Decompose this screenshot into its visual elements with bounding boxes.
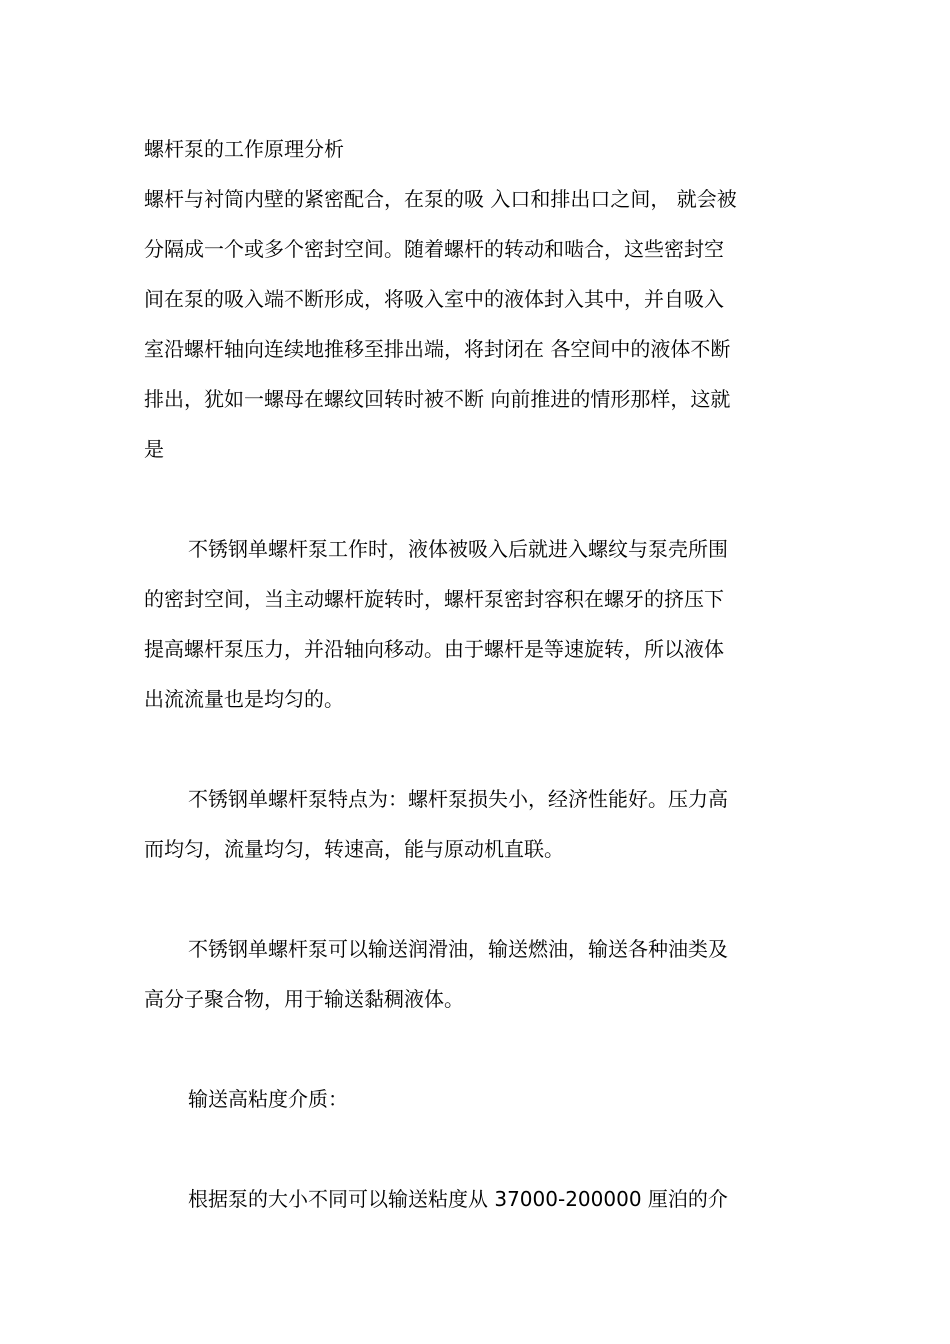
paragraph-line: 室沿螺杆轴向连续地推移至排出端，将封闭在 各空间中的液体不断 — [144, 337, 731, 361]
paragraph-line: 的密封空间，当主动螺杆旋转时，螺杆泵密封容积在螺牙的挤压下 — [144, 587, 724, 611]
paragraph-line: 根据泵的大小不同可以输送粘度从 37000-200000 厘泊的介 — [188, 1187, 728, 1211]
paragraph-line: 是 — [144, 437, 164, 461]
paragraph-line: 不锈钢单螺杆泵可以输送润滑油，输送燃油，输送各种油类及 — [188, 937, 728, 961]
paragraph-line: 不锈钢单螺杆泵工作时，液体被吸入后就进入螺纹与泵壳所围 — [188, 537, 728, 561]
paragraph-line: 间在泵的吸入端不断形成，将吸入室中的液体封入其中，并自吸入 — [144, 287, 724, 311]
paragraph-line: 而均匀，流量均匀，转速高，能与原动机直联。 — [144, 837, 564, 861]
paragraph-line: 提高螺杆泵压力，并沿轴向移动。由于螺杆是等速旋转，所以液体 — [144, 637, 724, 661]
paragraph-line: 输送高粘度介质： — [188, 1087, 348, 1111]
paragraph-line: 出流流量也是均匀的。 — [144, 687, 344, 711]
paragraph-line: 螺杆与衬筒内壁的紧密配合，在泵的吸 入口和排出口之间， 就会被 — [144, 187, 737, 211]
paragraph-line: 分隔成一个或多个密封空间。随着螺杆的转动和啮合，这些密封空 — [144, 237, 724, 261]
paragraph-line: 不锈钢单螺杆泵特点为：螺杆泵损失小，经济性能好。压力高 — [188, 787, 728, 811]
paragraph-line: 排出，犹如一螺母在螺纹回转时被不断 向前推进的情形那样，这就 — [144, 387, 731, 411]
document-title: 螺杆泵的工作原理分析 — [144, 137, 344, 161]
paragraph-line: 高分子聚合物，用于输送黏稠液体。 — [144, 987, 464, 1011]
